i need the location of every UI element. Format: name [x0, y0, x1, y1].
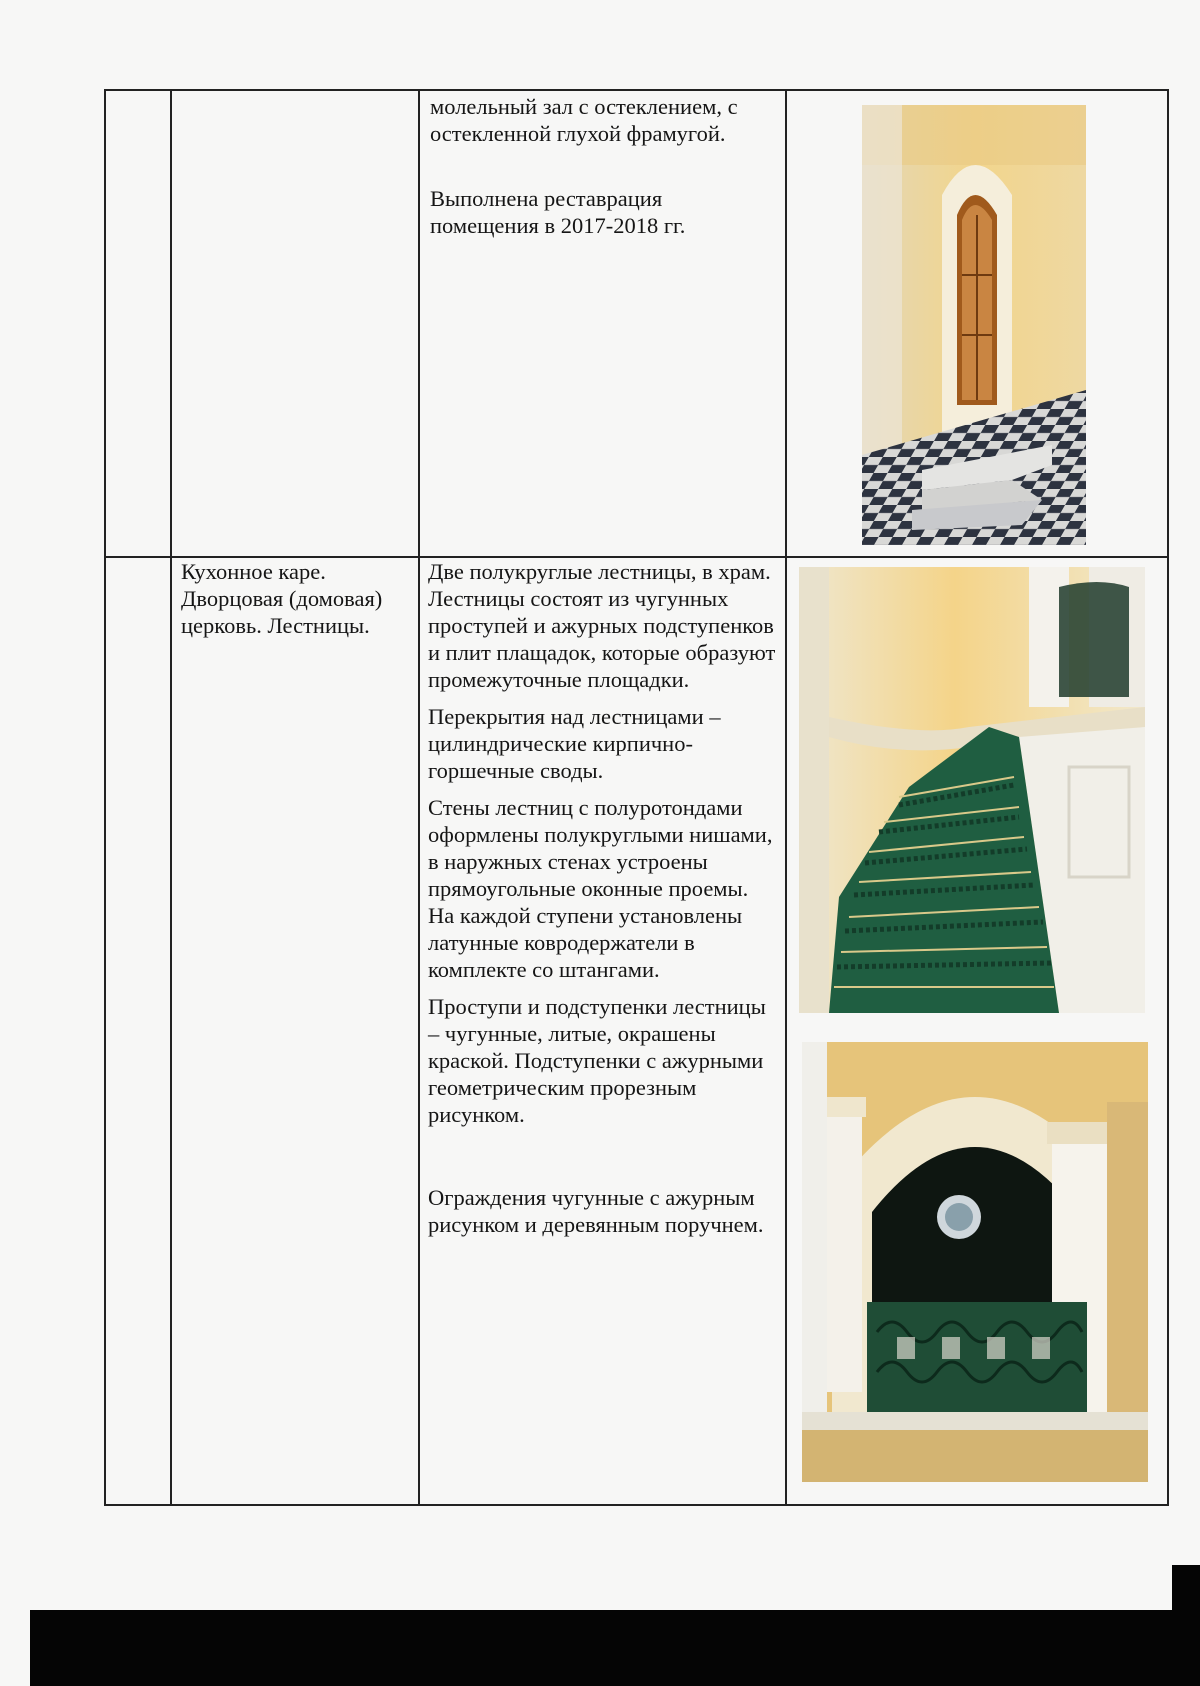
row1-description — [430, 93, 770, 239]
description-paragraph: Перекрытия над лестницами – цилиндрические кирпично-горшечные своды. — [428, 704, 721, 783]
description-paragraph: Выполнена реставрация помещения в 2017-2018 гг. — [430, 186, 686, 238]
table-bottom-border — [104, 1504, 1169, 1506]
description-paragraph: молельный зал с остеклением, с остекленной глухой фрамугой. — [430, 94, 738, 146]
description-paragraph: Две полукруглые лестницы, в храм. Лестницы состоят из чугунных проступей и ажурных подступенков и плит плащадок, которые образуют промежуточные площадки. — [428, 559, 776, 692]
row2-description — [428, 558, 782, 1238]
column-border — [418, 89, 420, 1506]
columns-balcony-photo — [802, 1042, 1148, 1482]
column-border — [170, 89, 172, 1506]
description-paragraph: На каждой ступени установлены латунные ковродержатели в комплекте со штангами. — [428, 903, 743, 982]
column-border — [104, 89, 106, 1506]
arched-doorway-photo — [862, 105, 1086, 545]
description-paragraph: Стены лестниц с полуротондами оформлены полукруглыми нишами, в наружных стенах устроены прямоугольные оконные проемы. — [428, 795, 773, 901]
scan-right-edge — [1172, 1565, 1200, 1615]
description-paragraph: Ограждения чугунные с ажурным рисунком и деревянным поручнем. — [428, 1185, 764, 1237]
green-staircase-photo — [799, 567, 1145, 1013]
scan-bottom-edge — [30, 1610, 1200, 1686]
section-name: Кухонное каре. Дворцовая (домовая) церковь. Лестницы. — [181, 559, 383, 638]
column-border — [1167, 89, 1169, 1506]
table-top-border — [104, 89, 1169, 91]
description-paragraph: Проступи и подступенки лестницы – чугунные, литые, окрашены краской. Подступенки с ажурными геометрическим прорезным рисунком. — [428, 994, 766, 1127]
row2-name — [181, 558, 411, 639]
column-border — [785, 89, 787, 1506]
